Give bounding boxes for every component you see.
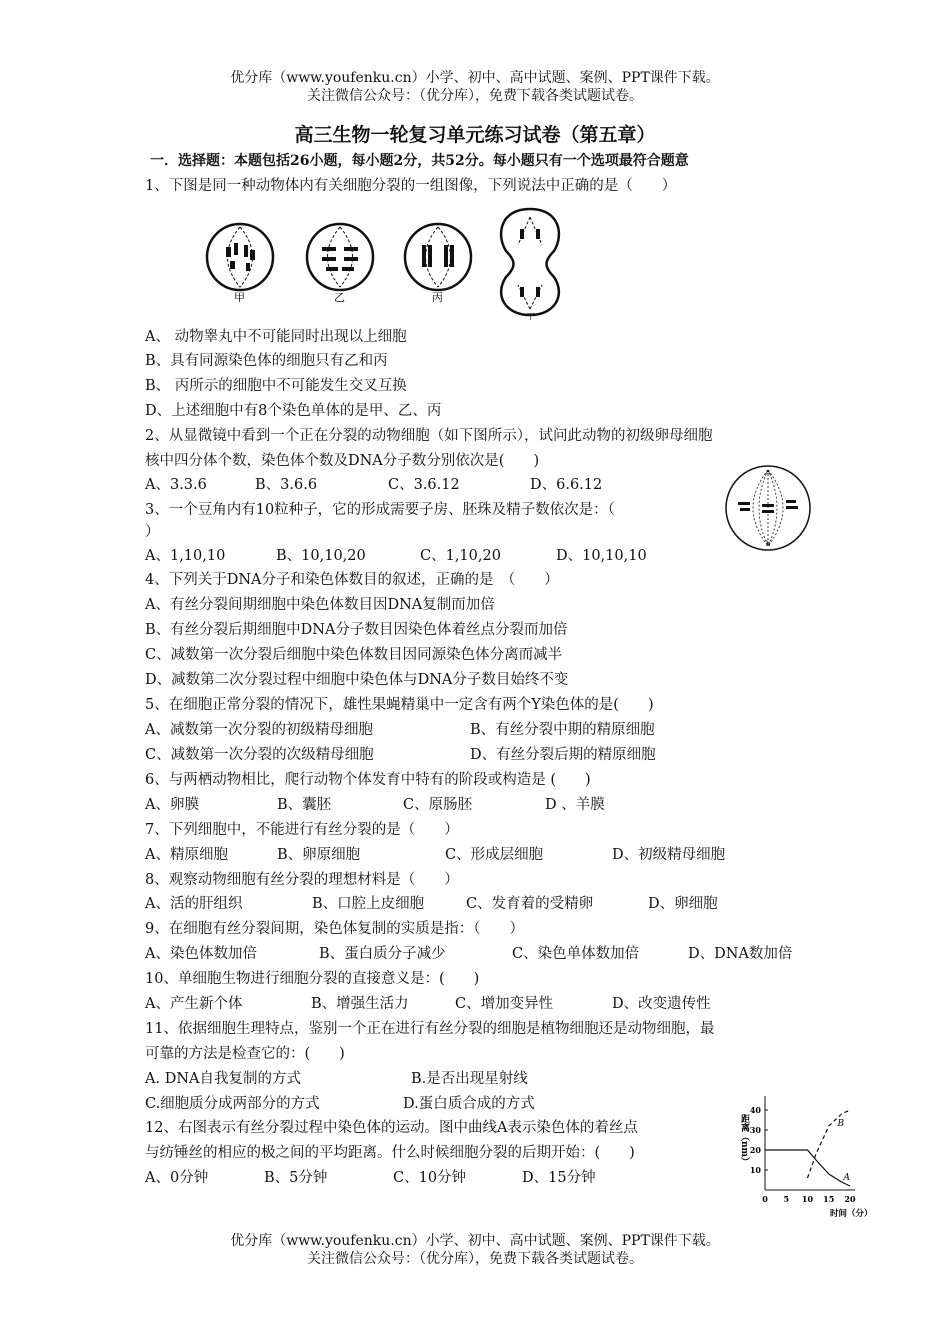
- question-5: 5、在细胞正常分裂的情况下，雄性果蝇精巢中一定含有两个Y染色体的是( ): [145, 697, 654, 713]
- cell-yi: [307, 224, 373, 290]
- dividing-cell-figure: [720, 462, 816, 554]
- q2-option-c: C、3.6.12: [388, 477, 460, 493]
- q10-option-d: D、改变遗传性: [612, 996, 711, 1012]
- q5-option-c: C、减数第一次分裂的次级精母细胞: [145, 747, 374, 763]
- x-tick-label: 15: [823, 1194, 835, 1204]
- footer-line-1: 优分库（www.youfenku.cn）小学、初中、高中试题、案例、PPT课件下载。: [230, 1233, 720, 1249]
- q3-option-b: B、10,10,20: [276, 548, 366, 564]
- q8-option-c: C、发育着的受精卵: [466, 896, 594, 912]
- q12-option-d: D、15分钟: [522, 1170, 596, 1186]
- question-12-line-2: 与纺锤丝的相应的极之间的平均距离。什么时候细胞分裂的后期开始：( ): [145, 1145, 635, 1161]
- q9-option-c: C、染色单体数加倍: [512, 946, 640, 962]
- fig2-label-a: a: [766, 468, 771, 476]
- q4-option-b: B、有丝分裂后期细胞中DNA分子数目因染色体着丝点分裂而加倍: [145, 622, 568, 638]
- header-line-2: 关注微信公众号：（优分库），免费下载各类试题试卷。: [307, 88, 643, 104]
- q7-option-d: D、初级精母细胞: [612, 847, 726, 863]
- q11-option-c: C.细胞质分成两部分的方式: [145, 1096, 320, 1112]
- q5-option-b: B、有丝分裂中期的精原细胞: [470, 722, 655, 738]
- q8-option-a: A、活的肝组织: [145, 896, 243, 912]
- q6-option-c: C、原肠胚: [403, 797, 473, 813]
- x-tick-label: 0: [762, 1194, 768, 1204]
- q6-option-b: B、囊胚: [277, 797, 332, 813]
- q1-option-d: D、上述细胞中有8个染色单体的是甲、乙、丙: [145, 403, 442, 419]
- chromosome-movement-graph: [730, 1090, 890, 1225]
- q6-option-d: D 、羊膜: [545, 797, 605, 813]
- question-7: 7、下列细胞中，不能进行有丝分裂的是（ ）: [145, 822, 459, 838]
- q2-option-a: A、3.3.6: [145, 477, 207, 493]
- fig2-label-b: b: [766, 540, 771, 548]
- q8-option-b: B、口腔上皮细胞: [312, 896, 425, 912]
- q1-option-b: B、具有同源染色体的细胞只有乙和丙: [145, 353, 388, 369]
- q4-option-a: A、有丝分裂间期细胞中染色体数目因DNA复制而加倍: [145, 597, 495, 613]
- question-11-line-2: 可靠的方法是检查它的：( ): [145, 1046, 345, 1062]
- question-8: 8、观察动物细胞有丝分裂的理想材料是（ ）: [145, 872, 459, 888]
- cell-division-figure: [200, 205, 580, 320]
- q11-option-a: A. DNA自我复制的方式: [145, 1071, 301, 1087]
- q6-option-a: A、卵膜: [145, 797, 199, 813]
- question-2-line-2: 核中四分体个数，染色体个数及DNA分子数分别依次是( ): [145, 453, 540, 469]
- page-title: 高三生物一轮复习单元练习试卷（第五章）: [294, 124, 656, 146]
- q1-option-a: A、 动物睾丸中不可能同时出现以上细胞: [145, 329, 407, 345]
- y-tick-label: 20: [749, 1145, 761, 1155]
- graph-xlabel: 时间（分）: [830, 1209, 873, 1219]
- cell-jia: [207, 224, 273, 290]
- q10-option-b: B、增强生活力: [311, 996, 409, 1012]
- section-heading: 一．选择题：本题包括26小题，每小题2分，共52分。每小题只有一个选项最符合题意: [150, 153, 689, 169]
- q1-option-c: B、 丙所示的细胞中不可能发生交叉互换: [145, 378, 407, 394]
- question-6: 6、与两栖动物相比，爬行动物个体发育中特有的阶段或构造是 ( ): [145, 772, 591, 788]
- x-tick-label: 10: [801, 1194, 814, 1204]
- question-1: 1、下图是同一种动物体内有关细胞分裂的一组图像，下列说法中正确的是（ ）: [145, 178, 677, 194]
- q10-option-c: C、增加变异性: [455, 996, 554, 1012]
- x-tick-label: 5: [783, 1194, 790, 1204]
- q3-option-a: A、1,10,10: [145, 548, 226, 564]
- footer-line-2: 关注微信公众号：（优分库），免费下载各类试题试卷。: [307, 1251, 643, 1267]
- q10-option-a: A、产生新个体: [145, 996, 243, 1012]
- q11-option-d: D.蛋白质合成的方式: [403, 1096, 535, 1112]
- q12-option-c: C、10分钟: [393, 1170, 467, 1186]
- y-tick-label: 10: [749, 1165, 761, 1175]
- q5-option-d: D、有丝分裂后期的精原细胞: [470, 747, 656, 763]
- q8-option-d: D、卵细胞: [648, 896, 718, 912]
- q5-option-a: A、减数第一次分裂的初级精母细胞: [145, 722, 373, 738]
- q12-option-b: B、5分钟: [264, 1170, 328, 1186]
- q12-option-a: A、0分钟: [145, 1170, 209, 1186]
- q7-option-a: A、精原细胞: [145, 847, 228, 863]
- curve-b-label: B: [837, 1119, 845, 1129]
- label-ding: 丁: [526, 313, 536, 320]
- q9-option-d: D、DNA数加倍: [688, 946, 793, 962]
- question-12-line-1: 12、右图表示有丝分裂过程中染色体的运动。图中曲线A表示染色体的着丝点: [145, 1120, 638, 1136]
- label-yi: 乙: [334, 291, 345, 304]
- q3-option-d: D、10,10,10: [556, 548, 647, 564]
- q2-option-b: B、3.6.6: [255, 477, 318, 493]
- q4-option-c: C、减数第一次分裂后细胞中染色体数目因同源染色体分离而减半: [145, 647, 563, 663]
- question-9: 9、在细胞有丝分裂间期，染色体复制的实质是指：（ ）: [145, 921, 524, 937]
- label-bing: 丙: [432, 291, 443, 304]
- q2-option-d: D、6.6.12: [530, 477, 603, 493]
- cell-bing: [405, 224, 471, 290]
- header-line-1: 优分库（www.youfenku.cn）小学、初中、高中试题、案例、PPT课件下载。: [230, 70, 720, 86]
- x-tick-label: 20: [844, 1194, 856, 1204]
- q7-option-b: B、卵原细胞: [277, 847, 361, 863]
- q9-option-a: A、染色体数加倍: [145, 946, 257, 962]
- q9-option-b: B、蛋白质分子减少: [319, 946, 446, 962]
- question-10: 10、单细胞生物进行细胞分裂的直接意义是：( ): [145, 971, 480, 987]
- curve-a-label: A: [843, 1173, 850, 1183]
- question-4: 4、下列关于DNA分子和染色体数目的叙述，正确的是 （ ）: [145, 572, 559, 588]
- graph-ylabel: 距离（nm）: [739, 1114, 749, 1167]
- label-jia: 甲: [234, 291, 245, 304]
- q3-option-c: C、1,10,20: [420, 548, 501, 564]
- question-3-line-1: 3、一个豆角内有10粒种子，它的形成需要子房、胚珠及精子数依次是：（: [145, 502, 615, 518]
- q11-option-b: B.是否出现星射线: [411, 1071, 528, 1087]
- curve-a: [765, 1150, 850, 1186]
- y-tick-label: 30: [749, 1125, 761, 1135]
- y-tick-label: 40: [749, 1105, 761, 1115]
- q7-option-c: C、形成层细胞: [445, 847, 544, 863]
- q4-option-d: D、减数第二次分裂过程中细胞中染色体与DNA分子数目始终不变: [145, 672, 569, 688]
- question-3-line-2: ）: [145, 524, 160, 540]
- cell-ding: [501, 209, 559, 315]
- question-11-line-1: 11、依据细胞生理特点，鉴别一个正在进行有丝分裂的细胞是植物细胞还是动物细胞，最: [145, 1021, 715, 1037]
- question-2-line-1: 2、从显微镜中看到一个正在分裂的动物细胞（如下图所示），试问此动物的初级卵母细胞: [145, 428, 713, 444]
